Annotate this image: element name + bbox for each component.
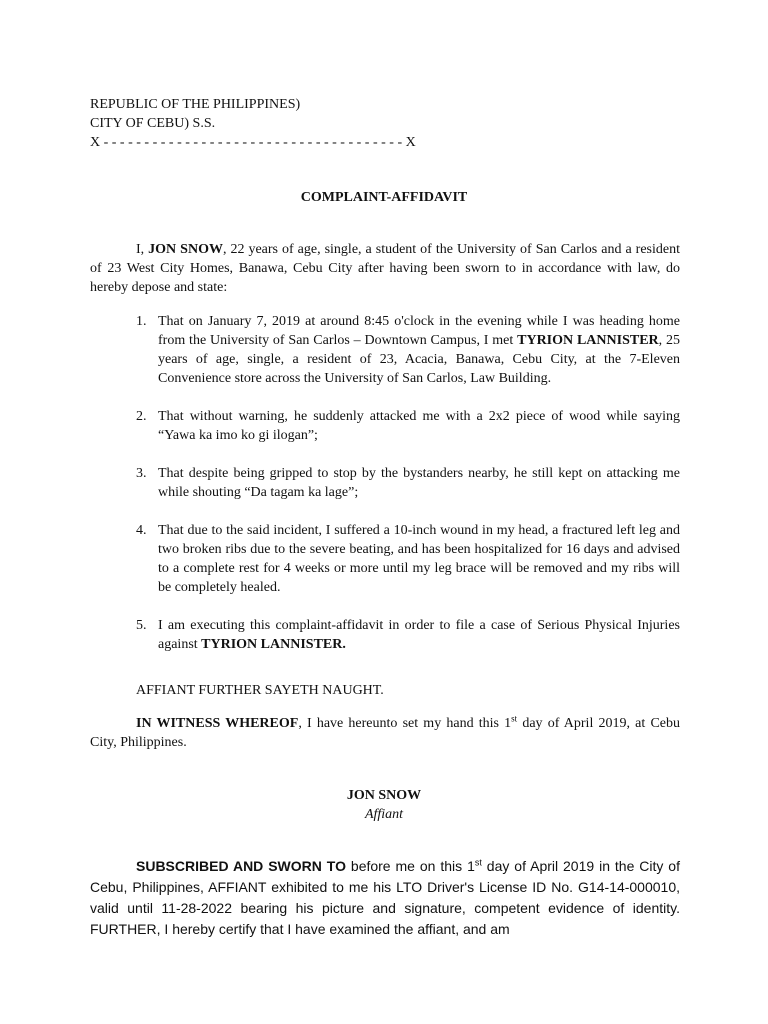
item-text: I am executing this complaint-affidavit in order to file a case of Serious Physical Injuries against (158, 618, 680, 652)
list-item (120, 521, 680, 597)
jurat-bold: SUBSCRIBED AND SWORN TO (136, 858, 346, 874)
caption-city: CITY OF CEBU) S.S. (90, 116, 216, 131)
jurat-text: before me on this 1 (345, 858, 475, 874)
caption-separator: X - - - - - - - - - - - - - - - - - - - - - - - - - - - - - - - - - - - - - X (90, 135, 416, 150)
witness-sup: st (511, 713, 518, 724)
list-item (120, 616, 680, 654)
intro-paragraph (90, 240, 680, 297)
item-bold: TYRION LANNISTER (517, 333, 659, 348)
item-number: 5. (136, 618, 147, 633)
witness-paragraph (90, 714, 680, 752)
intro-text: , 22 years of age, single, a student of the University of San Carlos and a resident of 23 West City Homes, Banawa, Cebu City after having been sworn to in accordance with law, do hereby depose and state: (90, 242, 680, 295)
item-text: That due to the said incident, I suffered a 10-inch wound in my head, a fractured left leg and two broken ribs due to the severe beating, and has been hospitalized for 16 days and advised to a complete rest for 4 weeks or more until my leg brace will be removed and my ribs will be completely healed. (158, 523, 680, 595)
affiant-name: JON SNOW (148, 242, 223, 257)
jurat-sup: st (474, 857, 482, 868)
item-text: That despite being gripped to stop by the bystanders nearby, he still kept on attacking me while shouting “Da tagam ka lage”; (158, 466, 680, 500)
witness-text: , I have hereunto set my hand this 1 (298, 716, 512, 731)
venue-caption (90, 95, 690, 152)
item-text: That on January 7, 2019 at around 8:45 o'clock in the evening while I was heading home from the University of San Carlos – Downtown Campus, I met (158, 314, 680, 348)
further-sayeth: AFFIANT FURTHER SAYETH NAUGHT. (136, 683, 384, 698)
allegations-list (120, 312, 680, 654)
item-number: 2. (136, 409, 147, 424)
signature-role: Affiant (364, 807, 404, 822)
witness-bold: IN WITNESS WHEREOF (136, 716, 299, 731)
jurat-text-end: day of April 2019 in the City of Cebu, Philippines, AFFIANT exhibited to me his LTO Driver's License ID No. G14-14-000010, valid until 11-28-2022 bearing his picture and signature, competent evidence of identity. FURTHER, I hereby certify that I have examined the affiant, and am (90, 858, 680, 937)
item-text: That without warning, he suddenly attacked me with a 2x2 piece of wood while saying “Yawa ka imo ko gi ilogan”; (158, 409, 680, 443)
item-text-after: , 25 years of age, single, a resident of 23, Acacia, Banawa, Cebu City, at the 7-Eleven Convenience store across the University of San Carlos, Law Building. (158, 333, 681, 386)
list-item (120, 312, 680, 388)
document-title: COMPLAINT-AFFIDAVIT (300, 190, 468, 205)
jurat-paragraph (90, 856, 680, 940)
witness-text-end: day of April 2019, at Cebu City, Philippines. (90, 716, 681, 750)
intro-prefix: I, (136, 242, 149, 257)
caption-republic: REPUBLIC OF THE PHILIPPINES) (90, 97, 301, 112)
item-number: 3. (136, 466, 147, 481)
list-item (120, 407, 680, 445)
list-item (120, 464, 680, 502)
item-bold: TYRION LANNISTER. (201, 637, 346, 652)
item-number: 4. (136, 523, 147, 538)
item-number: 1. (136, 314, 147, 329)
signature-name: JON SNOW (346, 788, 422, 803)
